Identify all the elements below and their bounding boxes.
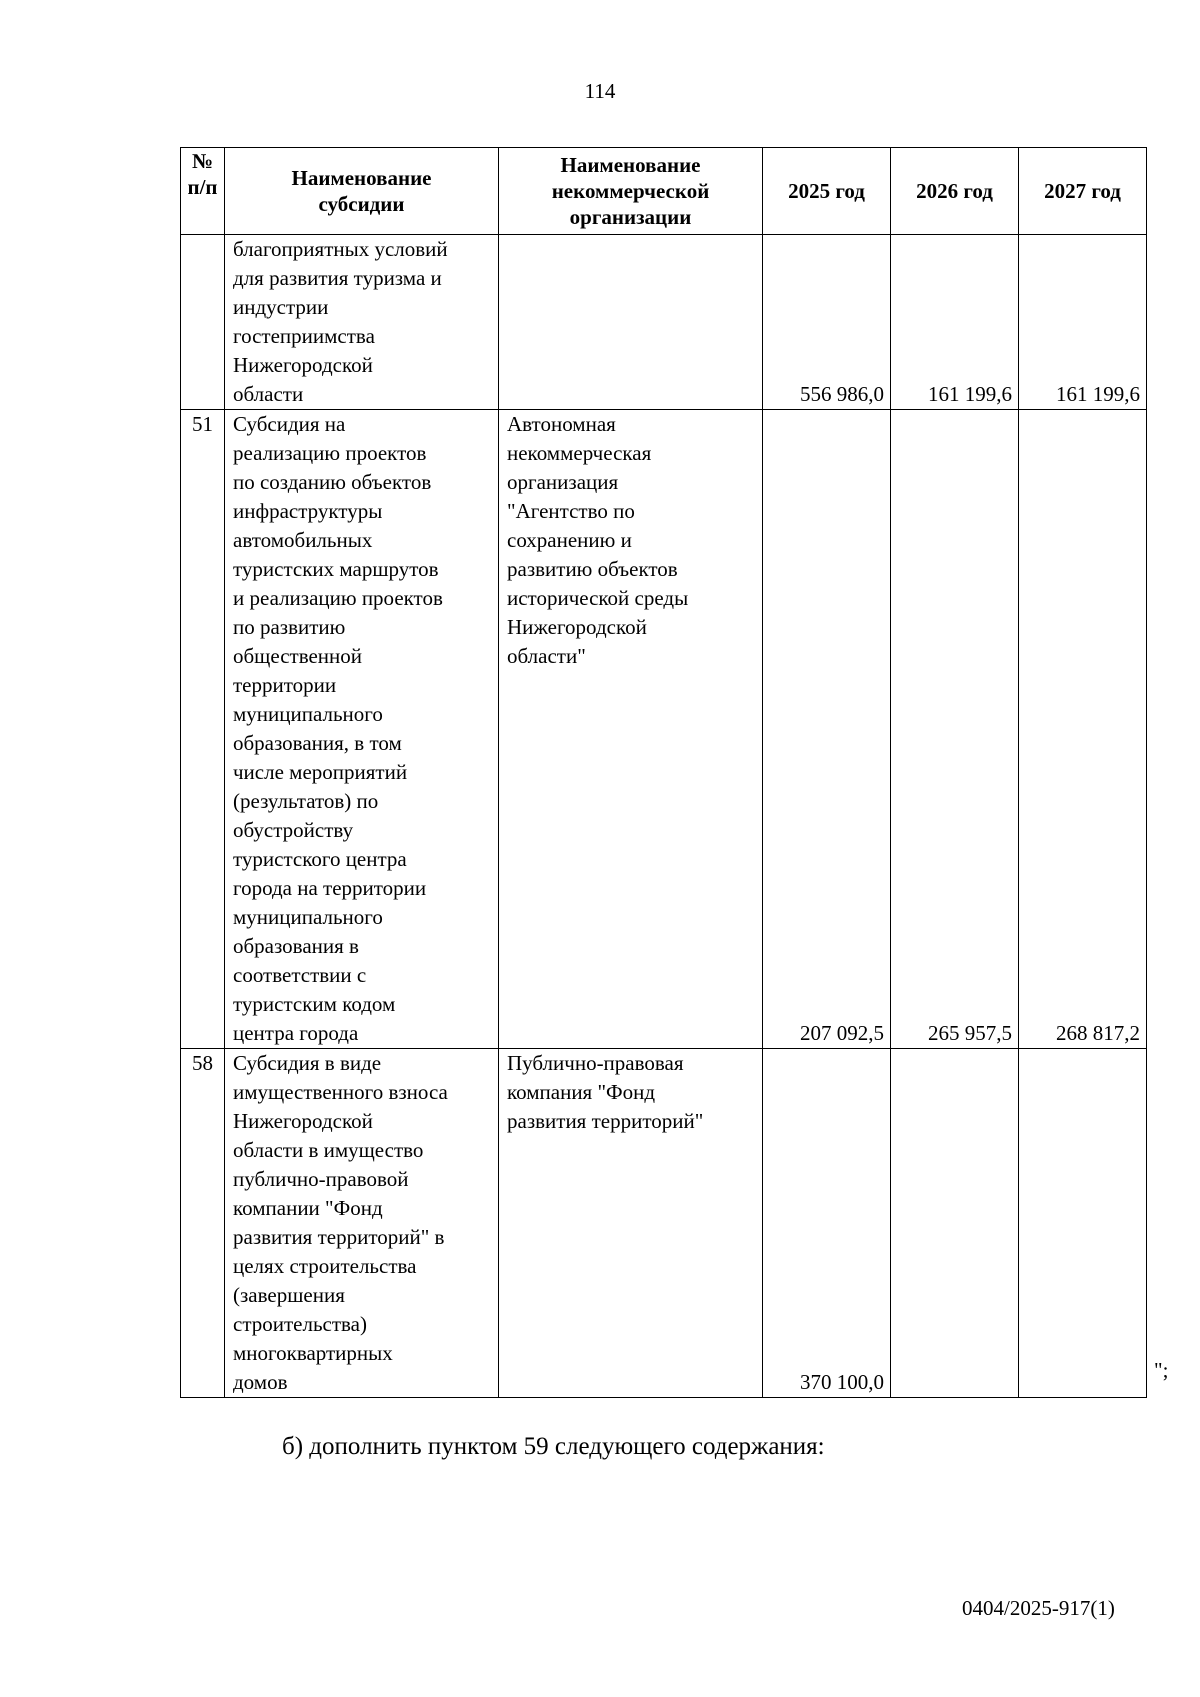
table-row	[181, 410, 1147, 1049]
subsidies-table	[180, 147, 1147, 1398]
row-value-2027	[1019, 1049, 1147, 1398]
row-num: 58	[181, 1049, 225, 1398]
header-year-2026: 2026 год	[891, 148, 1019, 235]
page-number: 114	[584, 79, 616, 103]
header-year-2027: 2027 год	[1019, 148, 1147, 235]
row-value-2026: 265 957,5	[891, 410, 1019, 1049]
row-org-name	[499, 235, 763, 410]
row-value-2027: 268 817,2	[1019, 410, 1147, 1049]
row-subsidy-name: благоприятных условий для развития туризма и индустрии гостеприимства Нижегородской области	[225, 235, 499, 410]
header-num: № п/п	[181, 148, 225, 235]
row-value-2025: 556 986,0	[763, 235, 891, 410]
row-value-2025: 207 092,5	[763, 410, 891, 1049]
header-subsidy-name: Наименование субсидии	[225, 148, 499, 235]
row-num	[181, 235, 225, 410]
row-value-2026: 161 199,6	[891, 235, 1019, 410]
row-num: 51	[181, 410, 225, 1049]
amendment-paragraph: б) дополнить пунктом 59 следующего содержания:	[282, 1433, 825, 1460]
row-org-name: Автономная некоммерческая организация "Агентство по сохранению и развитию объектов исторической среды Нижегородской области"	[499, 410, 763, 1049]
table-row	[181, 235, 1147, 410]
document-code: 0404/2025-917(1)	[962, 1596, 1115, 1620]
table-row	[181, 1049, 1147, 1398]
table-header-row	[181, 148, 1147, 235]
header-year-2025: 2025 год	[763, 148, 891, 235]
header-org-name: Наименование некоммерческой организации	[499, 148, 763, 235]
row-org-name: Публично-правовая компания "Фонд развития территорий"	[499, 1049, 763, 1398]
closing-quote: ";	[1154, 1358, 1169, 1382]
row-subsidy-name: Субсидия на реализацию проектов по созданию объектов инфраструктуры автомобильных туристских маршрутов и реализацию проектов по развитию общественной территории муниципального образования, в том числе мероприятий (результатов) по обустройству туристского центра города на территории муниципального образования в соответствии с туристским кодом центра города	[225, 410, 499, 1049]
row-value-2027: 161 199,6	[1019, 235, 1147, 410]
row-value-2025: 370 100,0	[763, 1049, 891, 1398]
row-value-2026	[891, 1049, 1019, 1398]
row-subsidy-name: Субсидия в виде имущественного взноса Нижегородской области в имущество публично-правовой компании "Фонд развития территорий" в целях строительства (завершения строительства) многоквартирных домов	[225, 1049, 499, 1398]
